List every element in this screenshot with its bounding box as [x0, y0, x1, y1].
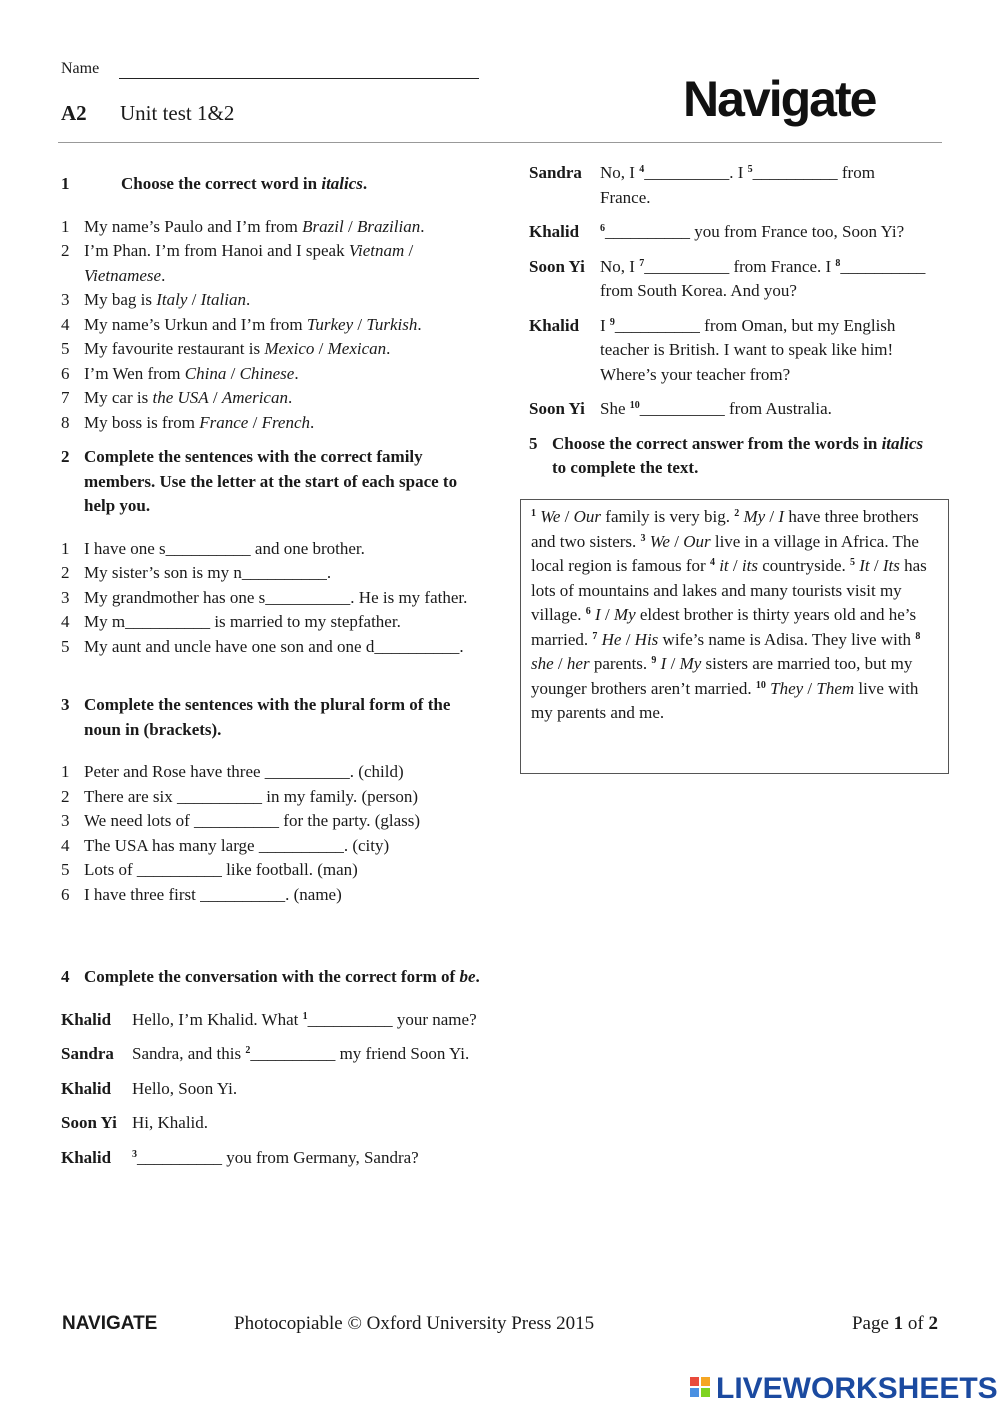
question-number: 5 [61, 636, 70, 656]
speaker-name: Soon Yi [529, 256, 585, 276]
question-text-with-blank[interactable]: My aunt and uncle have one son and one d__________. [84, 636, 464, 656]
section-5-text [531, 505, 938, 726]
section-title-italic: italics [321, 174, 363, 193]
dialogue-line [529, 314, 929, 388]
dialogue-text [132, 1077, 481, 1102]
section-5-heading [529, 432, 929, 481]
blank-number: 7 [639, 257, 645, 269]
passage-text: wife’s name is Adisa. They live with [658, 629, 916, 649]
gap-number: 10 [755, 679, 766, 691]
option-1[interactable]: it [719, 556, 729, 575]
option-2[interactable]: His [634, 629, 659, 649]
option-separator: / [404, 241, 414, 260]
dialogue-text-part: No, I [600, 256, 640, 276]
option-2[interactable]: Mexican [327, 339, 387, 358]
option-2[interactable]: My [613, 605, 636, 624]
option-separator: / [803, 678, 817, 698]
liveworksheets-logo-icon [690, 1377, 712, 1401]
question-number: 1 [61, 762, 70, 781]
option-1[interactable]: My [743, 507, 766, 526]
answer-blank[interactable]: __________. I [644, 163, 748, 182]
dialogue-text-part: No, I [600, 163, 640, 182]
dialogue-text-part: Hi, Khalid. [132, 1113, 209, 1132]
option-2[interactable]: Them [816, 678, 855, 698]
section-title: Choose the correct word in [121, 174, 322, 193]
question-item [61, 313, 481, 338]
dialogue-text [600, 397, 929, 422]
question-item [61, 362, 481, 387]
option-1[interactable]: China [184, 363, 227, 383]
question-item [61, 337, 481, 362]
dialogue-text [600, 255, 929, 304]
speaker-name: Sandra [529, 163, 582, 182]
gap-number: 2 [734, 508, 740, 519]
question-number: 4 [61, 314, 70, 334]
question-text-with-blank[interactable]: I have three first __________. (name) [84, 884, 342, 904]
blank-number: 2 [245, 1045, 251, 1056]
dialogue-line [529, 161, 929, 210]
dialogue-line [61, 1111, 481, 1136]
dialogue-text [132, 1042, 481, 1067]
question-text-with-blank[interactable]: There are six __________ in my family. (person) [84, 786, 419, 806]
option-separator: / [314, 339, 328, 358]
level-label: A2 [61, 101, 87, 125]
question-item [61, 537, 481, 562]
question-text: My name’s Urkun and I’m from [84, 314, 307, 334]
speaker-name: Khalid [529, 315, 580, 335]
question-text: My favourite restaurant is [84, 339, 265, 358]
speaker-name: Khalid [529, 222, 580, 241]
option-1[interactable]: Mexico [264, 339, 315, 358]
option-separator: / [869, 556, 883, 575]
question-number: 2 [61, 241, 70, 260]
question-text-with-blank[interactable]: My sister’s son is my n__________. [84, 563, 332, 582]
option-separator: / [728, 556, 742, 575]
section-1-heading [61, 172, 481, 197]
liveworksheets-watermark [690, 1372, 998, 1406]
question-end: . [161, 265, 166, 285]
gap-number: 7 [592, 630, 598, 642]
question-number: 7 [61, 388, 70, 407]
question-item [61, 386, 481, 411]
option-1[interactable]: We [540, 507, 561, 526]
question-item [61, 561, 481, 586]
navigate-logo: Navigate [683, 71, 876, 127]
passage-text: eldest brother is thirty years old and he’s married. [531, 605, 917, 649]
question-end: . [245, 290, 251, 309]
question-item [61, 785, 481, 810]
passage-text: live with my parents and me. [531, 678, 919, 722]
name-label: Name [61, 60, 100, 77]
watermark-text: LIVEWORKSHEETS [716, 1372, 998, 1405]
section-number: 2 [61, 447, 70, 466]
question-number: 1 [61, 538, 70, 558]
gap-number: 5 [850, 557, 856, 568]
speaker-name: Khalid [61, 1078, 112, 1098]
dialogue-line [61, 1077, 481, 1102]
question-text-with-blank[interactable]: Lots of __________ like football. (man) [84, 860, 358, 879]
section-number: 5 [529, 433, 538, 453]
question-text-with-blank[interactable]: The USA has many large __________. (city) [84, 835, 390, 855]
dialogue-line [529, 220, 929, 245]
blank-number: 8 [835, 257, 841, 269]
section-3-heading [61, 693, 481, 742]
section-number: 1 [61, 174, 70, 193]
name-field-line[interactable] [119, 78, 479, 79]
option-separator: / [621, 629, 635, 649]
option-2[interactable]: French [261, 412, 311, 432]
section-2-heading [61, 445, 481, 519]
dialogue-text [600, 220, 929, 245]
section-number: 4 [61, 967, 70, 986]
question-item [61, 215, 481, 240]
question-number: 6 [61, 884, 70, 904]
question-item [61, 288, 481, 313]
question-item [61, 883, 481, 908]
dialogue-text-part: Hello, I’m Khalid. What [132, 1009, 303, 1029]
question-number: 5 [61, 339, 70, 358]
option-1[interactable]: the USA [152, 388, 209, 407]
gap-number: 4 [709, 557, 715, 568]
speaker-name: Soon Yi [61, 1113, 117, 1132]
dialogue-line [529, 255, 929, 304]
option-separator: / [666, 654, 680, 673]
question-number: 2 [61, 786, 70, 806]
option-2[interactable]: American [221, 388, 288, 407]
answer-blank[interactable]: __________ from Australia. [639, 399, 832, 418]
question-item [61, 239, 481, 288]
section-title-end: . [475, 967, 480, 986]
option-separator: / [560, 507, 574, 526]
question-text: My bag is [84, 290, 157, 309]
question-text-with-blank[interactable]: My grandmother has one s__________. He is my father. [84, 587, 468, 607]
answer-blank[interactable]: __________ from Oman, but my English teacher is British. I want to speak like him! Where’s your teacher from? [600, 315, 896, 384]
dialogue-text-part: She [600, 399, 630, 418]
section-title: Choose the correct answer from the words in [552, 433, 882, 453]
option-1[interactable]: I [595, 605, 601, 624]
option-1[interactable]: Italy [156, 290, 188, 309]
section-4-heading [61, 965, 481, 990]
header-divider [58, 142, 942, 143]
option-separator: / [248, 412, 262, 432]
section-1-list [61, 215, 481, 436]
page-label: Page [851, 1313, 894, 1334]
blank-number: 4 [639, 164, 645, 175]
question-number: 3 [61, 290, 70, 309]
footer-copyright: Photocopiable © Oxford University Press 2015 [234, 1313, 595, 1334]
section-number: 3 [61, 695, 70, 714]
option-2[interactable]: its [741, 556, 758, 575]
question-number: 4 [61, 835, 70, 855]
dialogue-text [132, 1008, 481, 1033]
right-column [529, 161, 929, 481]
question-number: 6 [61, 363, 70, 383]
option-1[interactable]: He [601, 629, 622, 649]
question-number: 8 [61, 412, 70, 432]
passage-text: has lots of mountains and lakes and many tourists visit my village. [531, 556, 927, 624]
question-text-with-blank[interactable]: We need lots of __________ for the party. (glass) [84, 811, 421, 830]
option-2[interactable]: I [778, 507, 785, 526]
option-1[interactable]: she [531, 654, 554, 673]
question-text: My boss is from [84, 412, 200, 432]
answer-blank[interactable]: __________ from South Korea. And you? [600, 256, 926, 300]
question-number: 1 [61, 216, 70, 236]
passage-text: sisters are married too, but my younger brothers aren’t married. [531, 654, 913, 698]
question-text: I’m Phan. I’m from Hanoi and I speak [84, 241, 349, 260]
option-1[interactable]: They [770, 678, 804, 698]
blank-number: 6 [600, 223, 605, 234]
question-end: . [310, 412, 315, 432]
page-total: 2 [928, 1313, 938, 1334]
option-separator: / [343, 216, 357, 236]
option-separator: / [187, 290, 201, 309]
section-title-italic: be [459, 967, 476, 986]
blank-number: 9 [609, 316, 615, 328]
answer-blank[interactable]: __________ you from France too, Soon Yi? [605, 222, 905, 241]
question-end: . [420, 216, 425, 236]
option-1[interactable]: I [660, 654, 667, 673]
answer-blank[interactable]: __________ from France. [600, 163, 875, 207]
question-item [61, 809, 481, 834]
question-end: . [287, 388, 293, 407]
option-1[interactable]: We [649, 531, 670, 551]
question-text-with-blank[interactable]: My m__________ is married to my stepfather. [84, 612, 401, 631]
option-2[interactable]: Our [573, 507, 602, 526]
gap-number: 9 [651, 655, 657, 666]
speaker-name: Khalid [61, 1147, 112, 1167]
dialogue-text [132, 1146, 481, 1171]
question-end: . [417, 314, 422, 334]
question-text: My car is [84, 388, 153, 407]
section-title: Complete the sentences with the plural form of the noun in (brackets). [84, 695, 451, 739]
option-separator: / [669, 531, 684, 551]
page-of: of [903, 1313, 929, 1334]
option-2[interactable]: Vietnamese [84, 265, 162, 285]
footer-page-number [852, 1313, 938, 1335]
option-separator: / [600, 605, 614, 624]
option-1[interactable]: Vietnam [348, 241, 405, 260]
gap-number: 8 [915, 630, 921, 642]
answer-blank[interactable]: __________ your name? [307, 1009, 477, 1029]
unit-title: Unit test 1&2 [120, 101, 235, 125]
section-5-text-box [520, 499, 949, 774]
option-separator: / [226, 363, 240, 383]
footer-brand: NAVIGATE [62, 1313, 158, 1334]
question-item [61, 586, 481, 611]
speaker-name: Khalid [61, 1009, 112, 1029]
question-item [61, 858, 481, 883]
option-2[interactable]: Its [882, 556, 900, 575]
option-2[interactable]: her [566, 654, 590, 673]
option-separator: / [208, 388, 222, 407]
question-number: 2 [61, 563, 70, 582]
option-2[interactable]: Chinese [239, 363, 295, 383]
question-number: 3 [61, 587, 70, 607]
gap-number: 1 [531, 508, 536, 519]
speaker-name: Sandra [61, 1044, 114, 1063]
blank-number: 10 [629, 400, 640, 411]
section-title: Complete the conversation with the correct form of [84, 967, 460, 986]
dialogue-line [529, 397, 929, 422]
dialogue-line [61, 1008, 481, 1033]
section-2-list [61, 537, 481, 660]
question-number: 4 [61, 612, 70, 631]
section-title: Complete the sentences with the correct family members. Use the letter at the start of each space to help you. [84, 447, 458, 515]
option-1[interactable]: It [859, 556, 870, 575]
gap-number: 6 [585, 606, 591, 617]
question-text: My name’s Paulo and I’m from [84, 216, 303, 236]
option-separator: / [765, 507, 779, 526]
section-title-end: to complete the text. [552, 458, 699, 477]
option-2[interactable]: My [679, 654, 702, 673]
passage-text: parents. [589, 654, 652, 673]
question-number: 3 [61, 811, 70, 830]
section-3-list [61, 760, 481, 907]
dialogue-text-part: Hello, Soon Yi. [132, 1078, 238, 1098]
dialogue-line [61, 1042, 481, 1067]
question-end: . [294, 363, 299, 383]
question-end: . [386, 339, 391, 358]
option-1[interactable]: Turkey [306, 314, 354, 334]
question-number: 5 [61, 860, 70, 879]
section-title-end: . [362, 174, 368, 193]
question-text: I’m Wen from [84, 363, 185, 383]
question-text-with-blank[interactable]: I have one s__________ and one brother. [84, 538, 365, 558]
answer-blank[interactable]: __________ from France. I [644, 256, 836, 276]
answer-blank[interactable]: __________ my friend Soon Yi. [250, 1044, 470, 1063]
option-2[interactable]: Our [683, 531, 711, 551]
passage-text: family is very big. [601, 507, 735, 526]
section-4-dialogue-continued [529, 161, 929, 422]
section-title-italic: italics [881, 433, 924, 453]
blank-number: 5 [747, 164, 753, 175]
page-current: 1 [893, 1313, 904, 1334]
left-column [61, 172, 481, 1180]
dialogue-text [600, 314, 929, 388]
question-text-with-blank[interactable]: Peter and Rose have three __________. (child) [84, 762, 404, 781]
section-4-dialogue [61, 1008, 481, 1171]
dialogue-text [600, 161, 929, 210]
option-2[interactable]: Turkish [366, 314, 418, 334]
speaker-name: Soon Yi [529, 399, 585, 418]
option-1[interactable]: Brazil [302, 216, 344, 236]
question-item [61, 635, 481, 660]
passage-text: countryside. [757, 556, 851, 575]
blank-number: 1 [302, 1010, 308, 1022]
question-item [61, 834, 481, 859]
option-2[interactable]: Brazilian [356, 216, 421, 236]
option-separator: / [553, 654, 567, 673]
question-item [61, 411, 481, 436]
option-1[interactable]: France [199, 412, 249, 432]
dialogue-line [61, 1146, 481, 1171]
question-item [61, 760, 481, 785]
dialogue-text-part: I [600, 315, 610, 335]
blank-number: 3 [132, 1148, 137, 1160]
option-2[interactable]: Italian [200, 290, 246, 309]
gap-number: 3 [640, 532, 646, 544]
option-separator: / [353, 314, 367, 334]
dialogue-text-part: Sandra, and this [132, 1044, 246, 1063]
question-item [61, 610, 481, 635]
answer-blank[interactable]: __________ you from Germany, Sandra? [137, 1147, 419, 1167]
passage-text: live in a village in Africa. The local region is famous for [531, 531, 919, 575]
passage-text: have three brothers and two sisters. [531, 507, 919, 551]
dialogue-text [132, 1111, 481, 1136]
